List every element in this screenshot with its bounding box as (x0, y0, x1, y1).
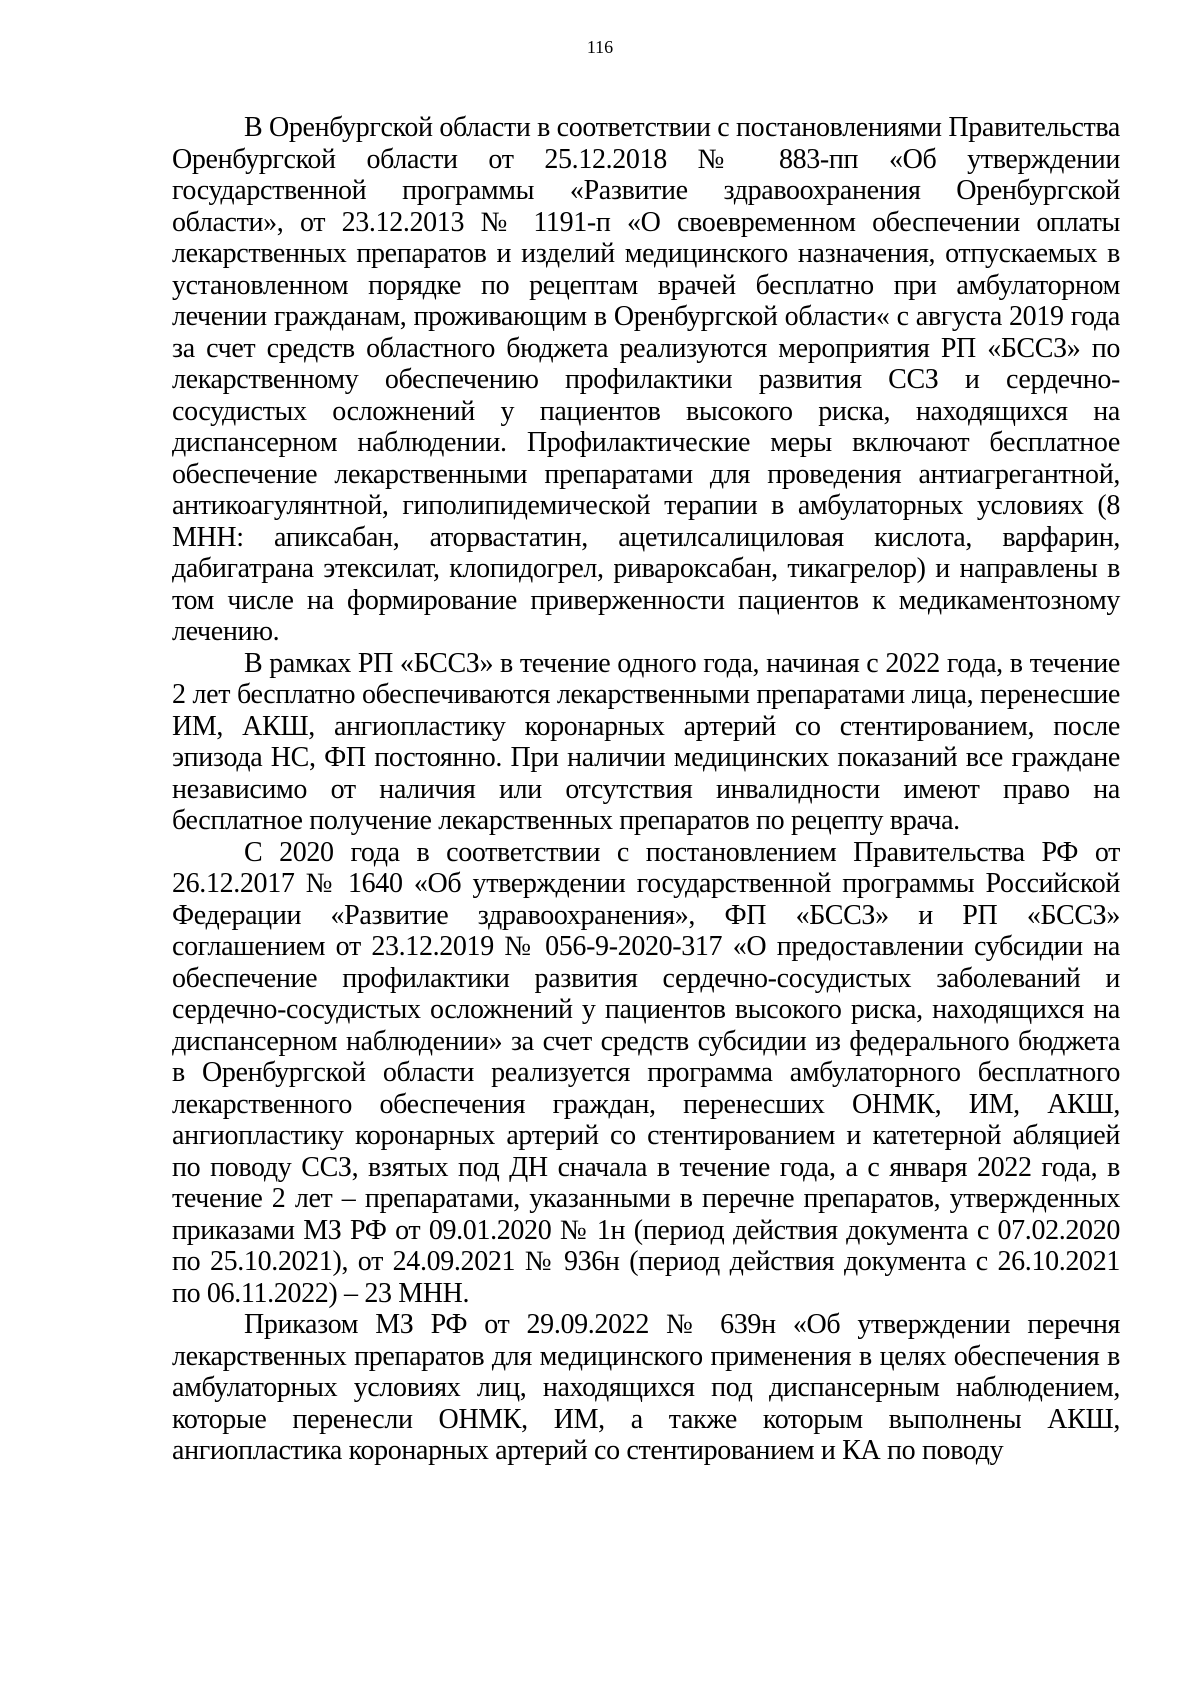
page-number: 116 (586, 37, 614, 57)
paragraph-drug-provision-program: В Оренбургской области в соответствии с постановлениями Правительства Оренбургской области от 25.12.2018 № 883-пп «Об утверждении государственной программы «Развитие здравоохранения Оренбургской области», от 23.12.2013 № 1191-п «О своевременном обеспечении оплаты лекарственных препаратов и изделий медицинского назначения, отпускаемых в установленном порядке по рецептам врачей бесплатно при амбулаторном лечении гражданам, проживающим в Оренбургской области« с августа 2019 года за счет средств областного бюджета реализуются мероприятия РП «БССЗ» по лекарственному обеспечению профилактики развития ССЗ и сердечно-сосудистых осложнений у пациентов высокого риска, находящихся на диспансерном наблюдении. Профилактические меры включают бесплатное обеспечение лекарственными препаратами для проведения антиагрегантной, антикоагулянтной, гиполипидемической терапии в амбулаторных условиях (8 МНН: апиксабан, аторвастатин, ацетилсалициловая кислота, варфарин, дабигатрана этексилат, клопидогрел, ривароксабан, тикагрелор) и направлены в том числе на формирование приверженности пациентов к медикаментозному лечению. (172, 112, 1120, 647)
paragraph-federal-subsidy-program: С 2020 года в соответствии с постановлением Правительства РФ от 26.12.2017 № 1640 «Об утверждении государственной программы Российской Федерации «Развитие здравоохранения», ФП «БССЗ» и РП «БССЗ» соглашением от 23.12.2019 № 056-9-2020-317 «О предоставлении субсидии на обеспечение профилактики развития сердечно-сосудистых заболеваний и сердечно-сосудистых осложнений у пациентов высокого риска, находящихся на диспансерном наблюдении» за счет средств субсидии из федерального бюджета в Оренбургской области реализуется программа амбулаторного бесплатного лекарственного обеспечения граждан, перенесших ОНМК, ИМ, АКШ, ангиопластику коронарных артерий со стентированием и катетерной абляцией по поводу ССЗ, взятых под ДН сначала в течение года, а с января 2022 года, в течение 2 лет – препаратами, указанными в перечне препаратов, утвержденных приказами МЗ РФ от 09.01.2020 № 1н (период действия документа с 07.02.2020 по 25.10.2021), от 24.09.2021 № 936н (период действия документа с 26.10.2021 по 06.11.2022) – 23 МНН. (172, 836, 1120, 1309)
paragraph-rp-bssz-provision: В рамках РП «БССЗ» в течение одного года, начиная с 2022 года, в течение 2 лет бесплатно обеспечиваются лекарственными препаратами лица, перенесшие ИМ, АКШ, ангиопластику коронарных артерий со стентированием, после эпизода НС, ФП постоянно. При наличии медицинских показаний все граждане независимо от наличия или отсутствия инвалидности имеют право на бесплатное получение лекарственных препаратов по рецепту врача. (172, 647, 1120, 836)
paragraph-order-639n: Приказом МЗ РФ от 29.09.2022 № 639н «Об утверждении перечня лекарственных препаратов для медицинского применения в целях обеспечения в амбулаторных условиях лиц, находящихся под диспансерным наблюдением, которые перенесли ОНМК, ИМ, а также которым выполнены АКШ, ангиопластика коронарных артерий со стентированием и КА по поводу (172, 1309, 1120, 1466)
document-body (172, 112, 1120, 1467)
